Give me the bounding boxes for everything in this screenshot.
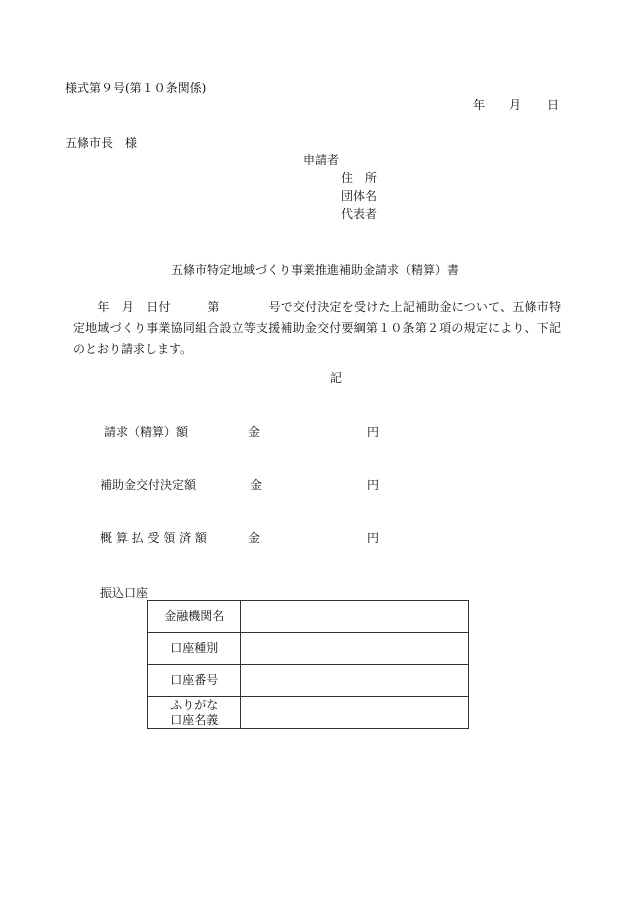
date-month-label: 月: [509, 98, 522, 112]
bank-account-heading: 振込口座: [100, 586, 149, 600]
amount-row-claim: [0, 424, 630, 440]
bank-name-label: 金融機関名: [148, 601, 241, 633]
bank-account-table: [147, 600, 469, 729]
account-number-label: 口座番号: [148, 665, 241, 697]
amount-row-decision: [0, 477, 630, 493]
addressee: 五條市長 様: [65, 136, 138, 150]
table-row: [148, 697, 469, 729]
amount-kin: 金: [248, 425, 261, 439]
ki-heading: 記: [330, 371, 343, 385]
table-row: [148, 633, 469, 665]
amount-kin: 金: [248, 531, 261, 545]
applicant-address-label: 住 所: [341, 171, 378, 185]
form-number: 様式第９号(第１０条関係): [65, 81, 207, 95]
amount-kin: 金: [250, 478, 263, 492]
applicant-representative-label: 代表者: [341, 207, 378, 221]
bank-name-field[interactable]: [241, 601, 469, 633]
table-row: [148, 601, 469, 633]
account-holder-label: [148, 697, 241, 729]
document-title: 五條市特定地域づくり事業推進補助金請求（精算）書: [170, 263, 459, 277]
account-number-field[interactable]: [241, 665, 469, 697]
amount-label: 概 算 払 受 領 済 額: [100, 531, 207, 545]
account-holder-name-label: 口座名義: [170, 712, 219, 727]
amount-yen: 円: [367, 425, 380, 439]
amount-yen: 円: [367, 478, 380, 492]
amount-row-advance: [0, 530, 630, 546]
amount-label: 請求（精算）額: [104, 425, 189, 439]
table-row: [148, 665, 469, 697]
furigana-label: ふりがな: [170, 697, 219, 712]
request-body-text: 年 月 日付 第 号で交付決定を受けた上記補助金について、五條市特定地域づくり事業協同組合設立等支援補助金交付要綱第１０条第２項の規定により、下記のとおり請求します。: [73, 300, 561, 356]
applicant-organization-label: 団体名: [341, 189, 378, 203]
account-type-label: 口座種別: [148, 633, 241, 665]
date-line: [473, 97, 559, 113]
date-day-label: 日: [547, 98, 560, 112]
amount-yen: 円: [367, 531, 380, 545]
account-type-field[interactable]: [241, 633, 469, 665]
date-year-label: 年: [473, 98, 486, 112]
account-holder-field[interactable]: [241, 697, 469, 729]
amount-label: 補助金交付決定額: [100, 478, 197, 492]
applicant-heading: 申請者: [303, 153, 340, 167]
